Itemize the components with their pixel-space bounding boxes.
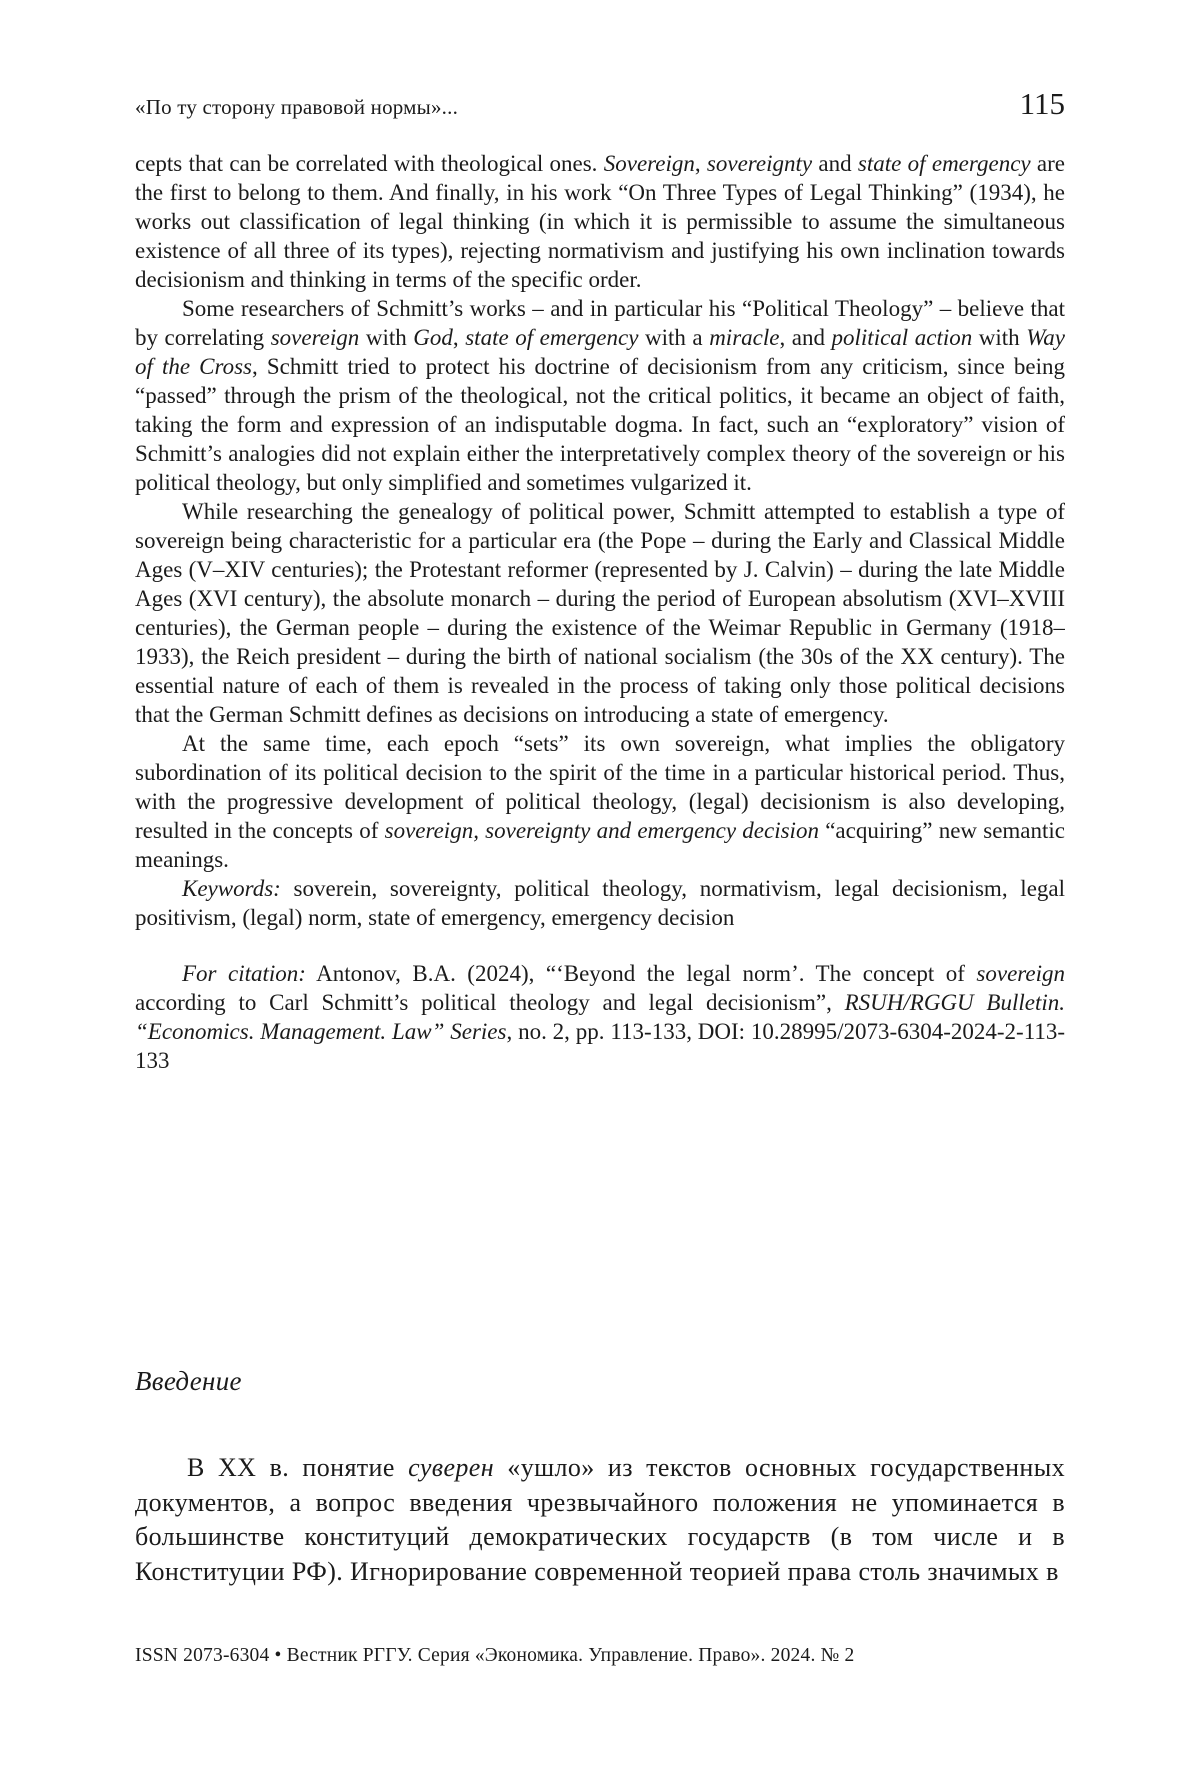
intro-section [135, 1451, 1065, 1637]
running-header [135, 86, 1065, 122]
plain-text: «ушло» из текстов основных государственных документов, а вопрос введения чрезвычайного положения не упоминается в большинстве конституций демократических государств (в том числе и в Конституции РФ). Игнорирование современной теорией права столь значимых в [135, 1453, 1065, 1586]
italic-text: miracle [709, 325, 780, 350]
paragraph [135, 294, 1065, 497]
plain-text: according to Carl Schmitt’s political theology and legal decisionism”, [135, 990, 845, 1015]
plain-text: , no. 2, pp. 113-133, DOI: 10.28995/2073-6304-2024-2-113-133 [135, 1019, 1065, 1073]
abstract-section [135, 149, 1065, 1344]
paragraph [135, 149, 1065, 294]
italic-text: state of emergency [465, 325, 639, 350]
plain-text: with [972, 325, 1027, 350]
section-heading: Введение [135, 1366, 242, 1396]
plain-text: “acquiring” new semantic meanings. [135, 818, 1065, 872]
italic-text: sovereignty [706, 151, 813, 176]
italic-text: sovereign [270, 325, 360, 350]
paragraph [135, 874, 1065, 932]
abstract-paragraphs [135, 149, 1065, 932]
plain-text: , Schmitt tried to protect his doctrine of decisionism from any criticism, since being “passed” through the prism of the theological, not the critical politics, it became an object of faith, taking the form and expression of an indisputable dogma. In fact, such an “exploratory” vision of Schmitt’s analogies did not explain either the interpretatively complex theory of the sovereign or his political theology, but only simplified and sometimes vulgarized it. [135, 354, 1065, 495]
intro-paragraphs [135, 1451, 1065, 1589]
citation-paragraph [135, 959, 1065, 1075]
paragraph [135, 1451, 1065, 1589]
plain-text: , [694, 151, 707, 176]
italic-text: sovereign, sovereignty and emergency decision [384, 818, 819, 843]
plain-text: with [359, 325, 414, 350]
plain-text: В XX в. понятие [187, 1453, 409, 1482]
plain-text: While researching the genealogy of political power, Schmitt attempted to establish a type of sovereign being characteristic for a particular era (the Pope – during the Early and Classical Middle Ages (V–XIV centuries); the Protestant reformer (represented by J. Calvin) – during the late Middle Ages (XVI century), the absolute monarch – during the period of European absolutism (XVI–XVIII centuries), the German people – during the existence of the Weimar Republic in Germany (1918–1933), the Reich president – during the birth of national socialism (the 30s of the XX century). The essential nature of each of them is revealed in the process of taking only those political decisions that the German Schmitt defines as decisions on introducing a state of emergency. [135, 499, 1065, 727]
plain-text: Antonov, B.A. (2024), “‘Beyond the legal norm’. The concept of [305, 961, 977, 986]
italic-text: Sovereign [603, 151, 695, 176]
italic-text: Way of the Cross [135, 325, 1065, 379]
italic-text: For citation: [182, 961, 306, 986]
italic-text: sovereign [976, 961, 1065, 986]
italic-text: God [413, 325, 453, 350]
running-title: «По ту сторону правовой нормы»... [135, 95, 459, 119]
paragraph [135, 729, 1065, 874]
plain-text: Some researchers of Schmitt’s works – and in particular his “Political Theology” – believe that by correlating [135, 296, 1065, 350]
plain-text: , and [779, 325, 832, 350]
footer-line: ISSN 2073-6304 • Вестник РГГУ. Серия «Экономика. Управление. Право». 2024. № 2 [135, 1645, 855, 1666]
italic-text: RSUH/RGGU Bulletin. “Economics. Management. Law” Series [135, 990, 1065, 1044]
plain-text: soverein, sovereignty, political theology, normativism, legal decisionism, legal positivism, (legal) norm, state of emergency, emergency decision [135, 876, 1065, 930]
page-footer [135, 1645, 1065, 1667]
plain-text: and [812, 151, 858, 176]
plain-text: with a [638, 325, 710, 350]
italic-text: political action [831, 325, 973, 350]
italic-text: Keywords: [182, 876, 281, 901]
italic-text: суверен [408, 1453, 495, 1482]
plain-text: are the first to belong to them. And finally, in his work “On Three Types of Legal Thinking” (1934), he works out classification of legal thinking (in which it is permissible to assume the simultaneous existence of all three of its types), rejecting normativism and justifying his own inclination towards decisionism and thinking in terms of the specific order. [135, 151, 1065, 292]
paragraph [135, 497, 1065, 729]
plain-text: cepts that can be correlated with theological ones. [135, 151, 604, 176]
plain-text: , [452, 325, 466, 350]
italic-text: state of emergency [857, 151, 1031, 176]
page-number: 115 [1019, 86, 1065, 121]
plain-text: At the same time, each epoch “sets” its own sovereign, what implies the obligatory subordination of its political decision to the spirit of the time in a particular historical period. Thus, with the progressive development of political theology, (legal) decisionism is also developing, resulted in the concepts of [135, 731, 1065, 843]
